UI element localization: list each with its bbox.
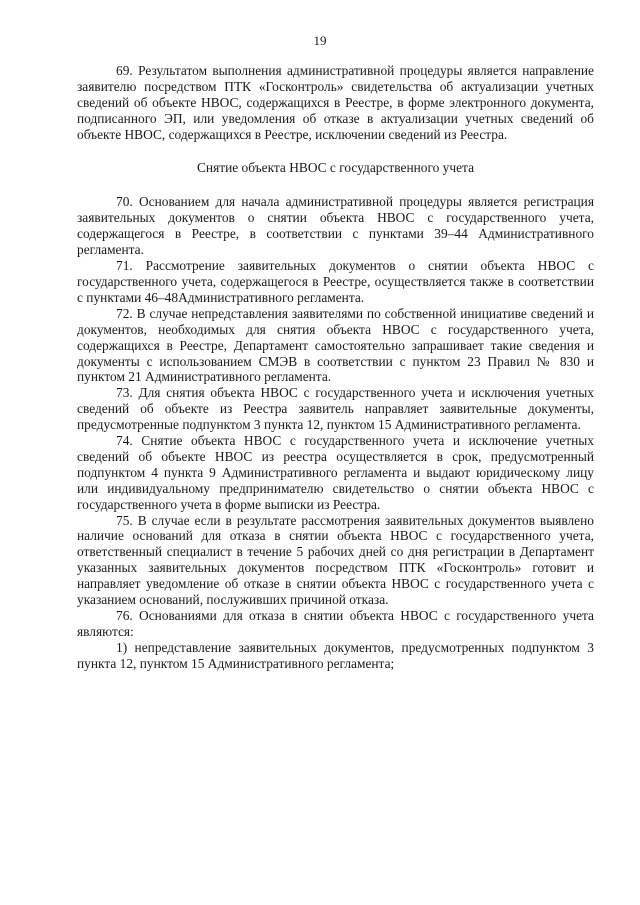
- paragraph-70: 70. Основанием для начала административной процедуры является регистрация заявительных документов о снятии объекта НВОС с государственного учета, содержащегося в Реестре, в соответствии с пунктами 39–44 Административного регламента.: [77, 194, 594, 258]
- paragraph-76: 76. Основаниями для отказа в снятии объекта НВОС с государственного учета являются:: [77, 608, 594, 639]
- paragraph-75: 75. В случае если в результате рассмотрения заявительных документов выявлено наличие оснований для отказа в снятии объекта НВОС с государственного учета, ответственный специалист в течение 5 рабочих дней со дня регистрации в Департамент указанных заявительных документов посредством ПТК «Госконтроль» готовит и направляет уведомление об отказе в снятии объекта НВОС с государственного учета с указанием оснований, послуживших причиной отказа.: [77, 512, 594, 608]
- section-title: Снятие объекта НВОС с государственного учета: [196, 159, 475, 175]
- paragraph-71: 71. Рассмотрение заявительных документов о снятии объекта НВОС с государственного учета, содержащегося в Реестре, осуществляется также в соответствии с пунктами 46–48Административного регламента.: [77, 258, 594, 305]
- paragraph-69: 69. Результатом выполнения административной процедуры является направление заявителю посредством ПТК «Госконтроль» свидетельства об актуализации учетных сведений об объекте НВОС, содержащихся в Реестре, в форме электронного документа, подписанного ЭП, или уведомления об отказе в актуализации учетных сведений об объекте НВОС, содержащихся в Реестре, исключении сведений из Реестра.: [77, 63, 594, 142]
- document-body: [77, 63, 594, 672]
- paragraph-73: 73. Для снятия объекта НВОС с государственного учета и исключения учетных сведений об объекте из Реестра заявитель направляет заявительные документы, предусмотренные подпунктом 3 пункта 12, пунктом 15 Административного регламента.: [77, 385, 594, 433]
- paragraph-72: 72. В случае непредставления заявителями по собственной инициативе сведений и документов, необходимых для снятия объекта НВОС с государственного учета, содержащихся в Реестре, Департамент самостоятельно запрашивает такие сведения и документы с использованием СМЭВ в соответствии с пунктом 23 Правил № 830 и пунктом 21 Административного регламента.: [77, 305, 594, 385]
- paragraph-76-item-1: 1) непредставление заявительных документов, предусмотренных подпунктом 3 пункта 12, пунктом 15 Административного регламента;: [77, 639, 594, 671]
- paragraph-74: 74. Снятие объекта НВОС с государственного учета и исключение учетных сведений об объекте НВОС из реестра осуществляется в срок, предусмотренный подпунктом 4 пункта 9 Административного регламента и выдают юридическому лицу или индивидуальному предпринимателю свидетельство о снятии объекта НВОС с государственного учета в форме выписки из Реестра.: [77, 433, 594, 512]
- page-number: 19: [313, 33, 327, 48]
